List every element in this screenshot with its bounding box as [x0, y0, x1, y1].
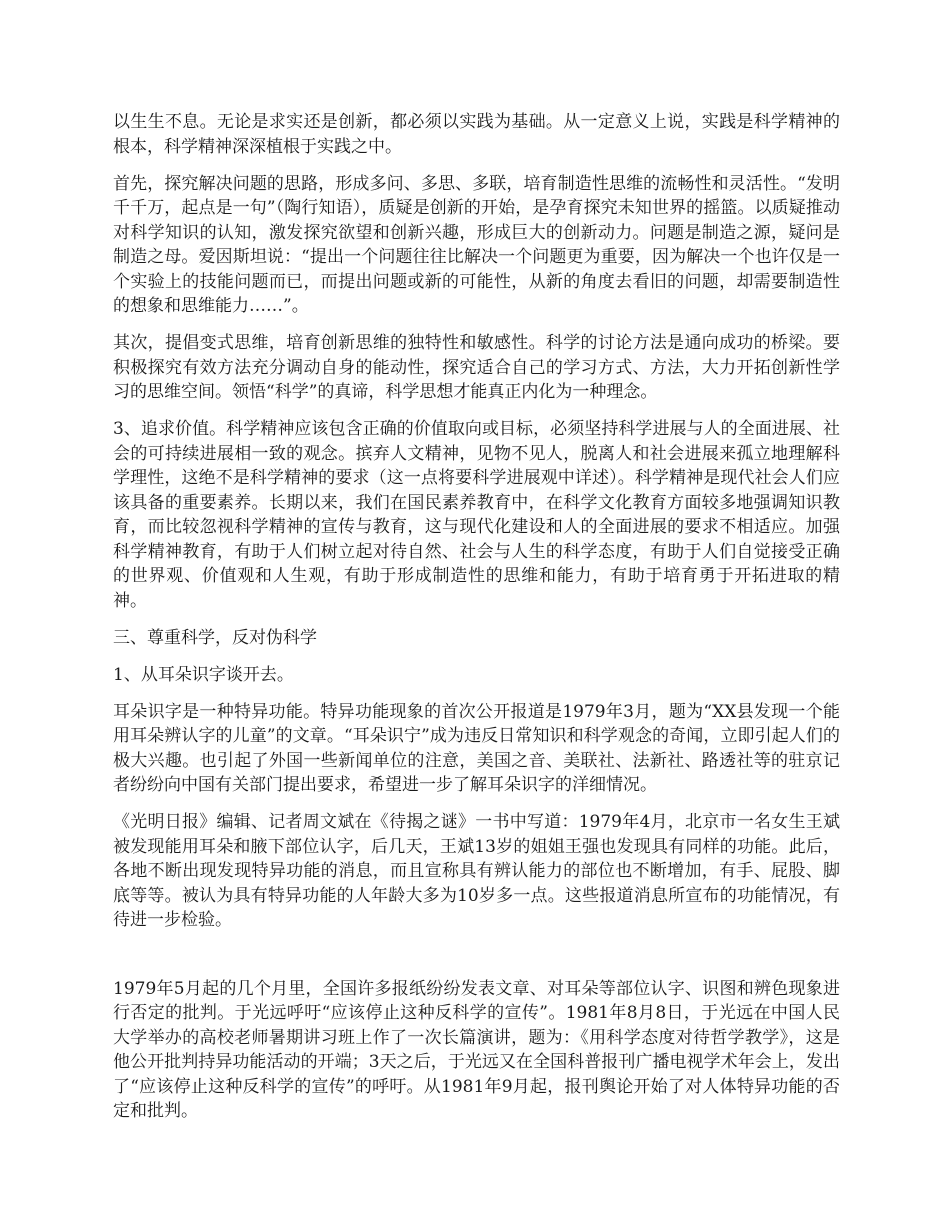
section-heading-respect-science: 三、尊重科学，反对伪科学	[113, 627, 317, 648]
paragraph-guangming-daily: 《光明日报》编辑、记者周文斌在《待揭之谜》一书中写道：1979年4月，北京市一名女生王斌被发现能用耳朵和腋下部位认字，后几天，王斌13岁的姐姐王强也发现具有同样的功能。此后，各地不断出现发现特异功能的消息，而且宣称具有辨认能力的部位也不断增加，有手、屁股、脚底等等。被认为具有特异功能的人年龄大多为10岁多一点。这些报道消息所宣布的功能情况，有待进一步检验。	[113, 812, 840, 930]
paragraph-pursue-value: 3、追求价值。科学精神应该包含正确的价值取向或目标，必须坚持科学进展与人的全面进展、社会的可持续进展相一致的观念。摈弃人文精神，见物不见人，脱离人和社会进展来孤立地理解科学理性，这绝不是科学精神的要求（这一点将要科学进展观中详述）。科学精神是现代社会人们应该具备的重要素养。长期以来，我们在国民素养教育中，在科学文化教育方面较多地强调知识教育，而比较忽视科学精神的宣传与教育，这与现代化建设和人的全面进展的要求不相适应。加强科学精神教育，有助于人们树立起对待自然、社会与人生的科学态度，有助于人们自觉接受正确的世界观、价值观和人生观，有助于形成制造性的思维和能力，有助于培育勇于开拓进取的精神。	[113, 419, 840, 611]
paragraph-ear-reading-intro: 耳朵识字是一种特异功能。特异功能现象的首次公开报道是1979年3月，题为“XX县发现一个能用耳朵辨认字的儿童”的文章。“耳朵识宁”成为违反日常知识和科学观念的奇闻，立即引起人们的极大兴趣。也引起了外国一些新闻单位的注意，美国之音、美联社、法新社、路透社等的驻京记者纷纷向中国有关部门提出要求，希望进一步了解耳朵识字的洋细情况。	[113, 701, 840, 795]
document-body	[113, 110, 840, 1136]
paragraph-practice-root: 以生生不息。无论是求实还是创新，都必须以实践为基础。从一定意义上说，实践是科学精神的根本，科学精神深深植根于实践之中。	[113, 112, 840, 157]
paragraph-question-thinking: 首先，探究解决问题的思路，形成多问、多思、多联，培育制造性思维的流畅性和灵活性。“发明千千万，起点是一句”（陶行知语），质疑是创新的开始，是孕育探究未知世界的摇篮。以质疑推动对科学知识的认知，激发探究欲望和创新兴趣，形成巨大的创新动力。问题是制造之源，疑问是制造之母。爱因斯坦说：“提出一个问题往往比解决一个问题更为重要，因为解决一个也许仅是一个实验上的技能问题而已，而提出问题或新的可能性，从新的角度去看旧的问题，却需要制造性的想象和思维能力……”。	[113, 173, 840, 316]
paragraph-variant-thinking: 其次，提倡变式思维，培育创新思维的独特性和敏感性。科学的讨论方法是通向成功的桥梁。要积极探究有效方法充分调动自身的能动性，探究适合自己的学习方式、方法，大力开拓创新性学习的思维空间。领悟“科学”的真谛，科学思想才能真正内化为一种理念。	[113, 333, 840, 402]
paragraph-criticism-1979: 1979年5月起的几个月里，全国许多报纸纷纷发表文章、对耳朵等部位认字、识图和辨色现象进行否定的批判。于光远呼吁“应该停止这种反科学的宣传”。1981年8月8日，于光远在中国人民大学举办的高校老师暑期讲习班上作了一次长篇演讲，题为：《用科学态度对待哲学教学》，这是他公开批判持异功能活动的开端；3天之后，于光远又在全国科普报刊广播电视学术年会上，发出了“应该停止这种反科学的宣传”的呼吁。从1981年9月起，报刊舆论开始了对人体特异功能的否定和批判。	[113, 978, 840, 1121]
subheading-ear-reading: 1、从耳朵识字谈开去。	[113, 664, 294, 685]
